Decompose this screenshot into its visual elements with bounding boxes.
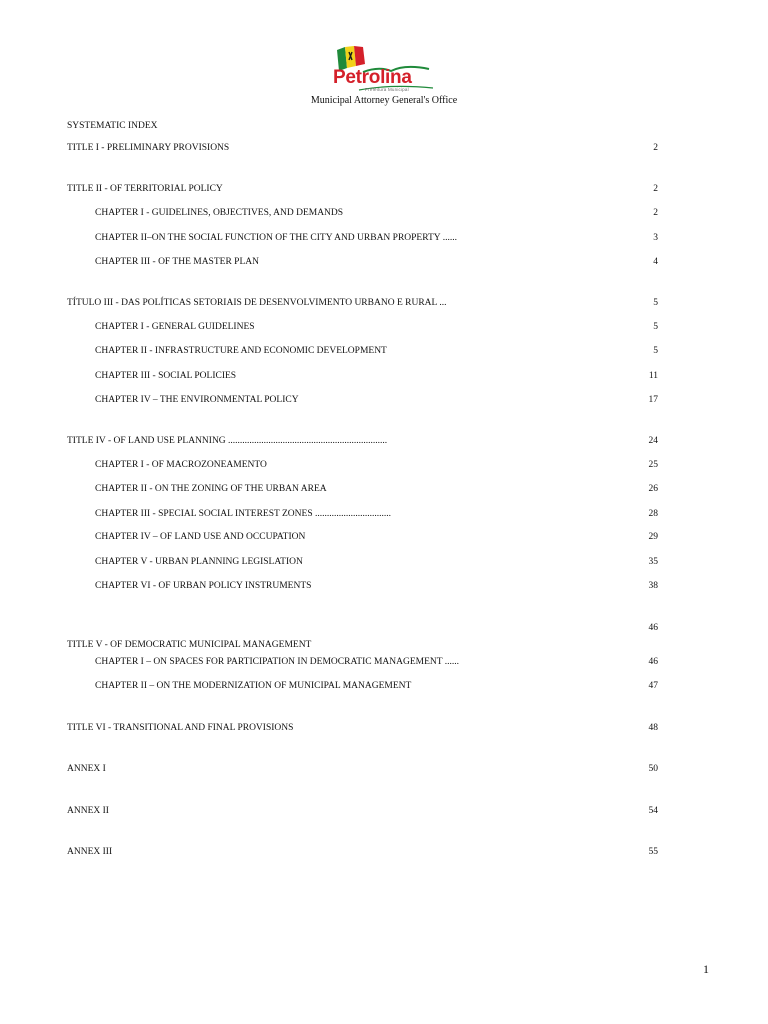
toc-entry[interactable]: [0, 846, 768, 858]
office-name: Municipal Attorney General's Office: [310, 95, 458, 106]
toc-entry-label: CHAPTER II–ON THE SOCIAL FUNCTION OF THE CITY AND URBAN PROPERTY ......: [95, 233, 457, 243]
toc-entry-label: CHAPTER I - OF MACROZONEAMENTO: [95, 460, 267, 470]
toc-entry-label: CHAPTER III - OF THE MASTER PLAN: [95, 257, 259, 267]
toc-entry-page: 2: [653, 143, 658, 153]
toc-entry[interactable]: [0, 805, 768, 817]
toc-entry-label: TITLE V - OF DEMOCRATIC MUNICIPAL MANAGEMENT: [67, 640, 312, 650]
toc-entry-chapter[interactable]: [0, 531, 768, 543]
toc-entry-page: 5: [653, 298, 658, 308]
toc-entry[interactable]: [0, 435, 768, 447]
toc-entry-label: TÍTULO III - DAS POLÍTICAS SETORIAIS DE DESENVOLVIMENTO URBANO E RURAL ...: [67, 298, 447, 308]
toc-entry-label: CHAPTER II - INFRASTRUCTURE AND ECONOMIC DEVELOPMENT: [95, 346, 387, 356]
toc-entry-label: TITLE II - OF TERRITORIAL POLICY: [67, 184, 223, 194]
toc-entry-page: 11: [648, 371, 658, 381]
toc-entry-label: CHAPTER III - SPECIAL SOCIAL INTEREST ZONES ................................: [95, 509, 391, 519]
toc-entry-chapter[interactable]: [0, 321, 768, 333]
toc-entry-page: 4: [653, 257, 658, 267]
toc-entry-page: 17: [648, 395, 658, 405]
logo-wordmark: Petrolina: [333, 67, 412, 88]
toc-entry-page: 5: [653, 322, 658, 332]
toc-entry-page: 25: [648, 460, 658, 470]
toc-entry-chapter[interactable]: [0, 256, 768, 268]
toc-entry-chapter[interactable]: [0, 556, 768, 568]
toc-entry-label: ANNEX II: [67, 806, 109, 816]
toc-entry[interactable]: [0, 183, 768, 195]
toc-entry-label: TITLE VI - TRANSITIONAL AND FINAL PROVISIONS: [67, 723, 294, 733]
toc-entry[interactable]: [0, 722, 768, 734]
toc-entry-page: 24: [648, 436, 658, 446]
toc-entry-label: CHAPTER V - URBAN PLANNING LEGISLATION: [95, 557, 303, 567]
toc-entry-page: 3: [653, 233, 658, 243]
toc-entry-page: 54: [648, 806, 658, 816]
toc-entry-page: 48: [648, 723, 658, 733]
page-number: 1: [703, 962, 709, 976]
toc-entry-chapter[interactable]: [0, 394, 768, 406]
toc-entry-label: CHAPTER II - ON THE ZONING OF THE URBAN AREA: [95, 484, 327, 494]
toc-entry-label: TITLE I - PRELIMINARY PROVISIONS: [67, 143, 230, 153]
toc-entry-chapter[interactable]: [0, 680, 768, 692]
toc-entry-page: 50: [648, 764, 658, 774]
toc-entry-label: CHAPTER IV – OF LAND USE AND OCCUPATION: [95, 532, 306, 542]
toc-entry-label: CHAPTER IV – THE ENVIRONMENTAL POLICY: [95, 395, 299, 405]
toc-entry[interactable]: [0, 763, 768, 775]
toc-entry-label: CHAPTER I – ON SPACES FOR PARTICIPATION IN DEMOCRATIC MANAGEMENT ......: [95, 657, 460, 667]
toc-entry-chapter[interactable]: [0, 207, 768, 219]
toc-entry-chapter[interactable]: [0, 483, 768, 495]
toc-entry[interactable]: [0, 622, 768, 634]
toc-entry-label: CHAPTER II – ON THE MODERNIZATION OF MUNICIPAL MANAGEMENT: [95, 681, 412, 691]
toc-entry-chapter[interactable]: [0, 370, 768, 382]
toc-entry-page: 46: [648, 623, 658, 633]
toc-entry-chapter[interactable]: [0, 232, 768, 244]
toc-entry-chapter[interactable]: [0, 656, 768, 668]
toc-entry-page: 47: [648, 681, 658, 691]
toc-entry-label: CHAPTER III - SOCIAL POLICIES: [95, 371, 237, 381]
toc-entry-page: 38: [648, 581, 658, 591]
toc-entry-chapter[interactable]: [0, 345, 768, 357]
toc-entry-page: 26: [648, 484, 658, 494]
index-title: SYSTEMATIC INDEX: [67, 121, 158, 131]
toc-entry-page: 46: [648, 657, 658, 667]
toc-entry-label: ANNEX I: [67, 764, 106, 774]
toc-entry-chapter[interactable]: [0, 459, 768, 471]
toc-entry-page: 5: [653, 346, 658, 356]
toc-entry-label: TITLE IV - OF LAND USE PLANNING ...................................................................: [67, 436, 388, 446]
toc-entry-page: 2: [653, 208, 658, 218]
toc-entry-page: 28: [648, 509, 658, 519]
toc-entry-page: 55: [648, 847, 658, 857]
toc-entry-chapter[interactable]: [0, 508, 768, 520]
toc-entry-label: CHAPTER VI - OF URBAN POLICY INSTRUMENTS: [95, 581, 312, 591]
toc-entry[interactable]: [0, 297, 768, 309]
toc-entry[interactable]: [0, 142, 768, 154]
toc-entry-page: 29: [648, 532, 658, 542]
toc-entry-label: ANNEX III: [67, 847, 113, 857]
toc-entry-label: CHAPTER I - GUIDELINES, OBJECTIVES, AND DEMANDS: [95, 208, 344, 218]
toc-entry-page: 35: [648, 557, 658, 567]
toc-entry-page: 2: [653, 184, 658, 194]
toc-entry[interactable]: [0, 639, 768, 651]
toc-entry-label: CHAPTER I - GENERAL GUIDELINES: [95, 322, 255, 332]
toc-entry-chapter[interactable]: [0, 580, 768, 592]
logo-subtext: Prefeitura Municipal: [365, 87, 409, 92]
